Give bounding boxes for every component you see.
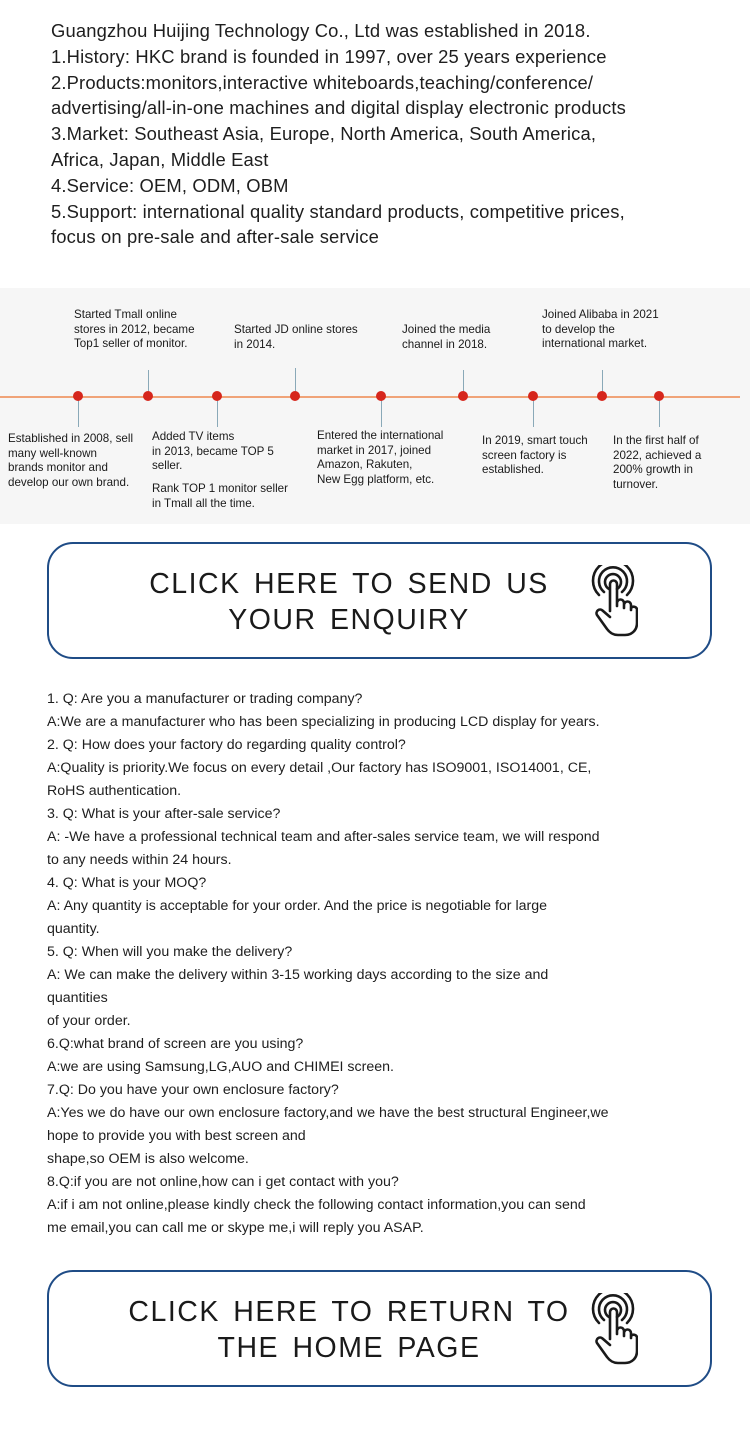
timeline-tick (659, 397, 660, 427)
return-home-button[interactable] (47, 1270, 712, 1387)
timeline-event-2008 (8, 432, 133, 491)
timeline-text-line: Amazon, Rakuten, (317, 458, 413, 472)
timeline-text-line: screen factory is (482, 448, 567, 462)
timeline-text-line: 200% growth in (613, 463, 693, 477)
timeline-tick (217, 397, 218, 427)
timeline-dot (458, 391, 468, 401)
faq-line: A:Quality is priority.We focus on every detail ,Our factory has ISO9001, ISO14001, CE, (47, 760, 592, 776)
faq-line: A:if i am not online,please kindly check the following contact information,you can send (47, 1197, 586, 1213)
timeline-text-line: seller. (152, 459, 183, 473)
timeline-tick (533, 397, 534, 427)
timeline-dot (654, 391, 664, 401)
intro-line: Guangzhou Huijing Technology Co., Ltd was established in 2018. (51, 20, 591, 41)
timeline-text-line: Established in 2008, sell (8, 432, 134, 445)
timeline-text-line: in 2013, became TOP 5 (152, 444, 274, 458)
timeline-event-tmall-rank (152, 482, 288, 511)
timeline-text-line: Joined the media (402, 323, 491, 336)
timeline-dot (376, 391, 386, 401)
timeline-text-line: channel in 2018. (402, 337, 488, 351)
tap-hand-icon (588, 565, 638, 637)
timeline-dot (597, 391, 607, 401)
timeline-event-2014 (234, 323, 358, 352)
faq-line: A:We are a manufacturer who has been specializing in producing LCD display for years. (47, 714, 600, 730)
timeline-text-line: market in 2017, joined (317, 443, 432, 457)
faq-line: shape,so OEM is also welcome. (47, 1151, 249, 1167)
faq-line: 1. Q: Are you a manufacturer or trading company? (47, 691, 363, 707)
timeline-event-2013 (152, 430, 274, 474)
tap-hand-icon (588, 1293, 638, 1365)
timeline-text-line: to develop the (542, 322, 615, 336)
faq-line: 2. Q: How does your factory do regarding quality control? (47, 737, 406, 753)
timeline-dot (528, 391, 538, 401)
timeline-text-line: Started Tmall online (74, 308, 177, 321)
timeline-event-2012 (74, 308, 195, 352)
intro-line: 5.Support: international quality standard products, competitive prices, (51, 200, 625, 222)
cta-line: YOUR ENQUIRY (228, 604, 470, 636)
timeline-text-line: stores in 2012, became (74, 322, 195, 336)
cta-line: THE HOME PAGE (217, 1332, 481, 1364)
timeline-axis (0, 396, 740, 398)
timeline-event-2017 (317, 429, 443, 488)
timeline-text-line: international market. (542, 337, 648, 351)
intro-line: 2.Products:monitors,interactive whiteboards,teaching/conference/ (51, 71, 594, 93)
cta-line: CLICK HERE TO SEND US (149, 568, 549, 600)
faq-line: to any needs within 24 hours. (47, 852, 232, 868)
intro-line: 1.History: HKC brand is founded in 1997, over 25 years experience (51, 45, 607, 67)
return-home-label (99, 1294, 599, 1366)
timeline-tick (381, 397, 382, 427)
timeline-dot (290, 391, 300, 401)
send-enquiry-label (111, 566, 587, 638)
timeline-event-2018 (402, 323, 490, 352)
timeline-event-2022 (613, 434, 701, 493)
cta-line: CLICK HERE TO RETURN TO (128, 1296, 570, 1328)
timeline-event-2019 (482, 434, 588, 478)
timeline-text-line: Top1 seller of monitor. (74, 337, 188, 351)
intro-line: Africa, Japan, Middle East (51, 148, 269, 170)
faq-line: 3. Q: What is your after-sale service? (47, 806, 281, 822)
faq-line: me email,you can call me or skype me,i will reply you ASAP. (47, 1220, 424, 1236)
faq-line: 4. Q: What is your MOQ? (47, 875, 207, 891)
timeline-text-line: Added TV items (152, 430, 235, 443)
timeline-text-line: New Egg platform, etc. (317, 473, 435, 487)
timeline-text-line: Entered the international (317, 429, 444, 442)
intro-line: 4.Service: OEM, ODM, OBM (51, 174, 289, 196)
faq-line: quantities (47, 990, 108, 1006)
timeline-text-line: turnover. (613, 478, 659, 492)
timeline-event-2021 (542, 308, 659, 352)
timeline-text-line: Rank TOP 1 monitor seller (152, 482, 288, 495)
intro-line: focus on pre-sale and after-sale service (51, 226, 379, 248)
timeline-text-line: in Tmall all the time. (152, 496, 255, 510)
timeline-text-line: Joined Alibaba in 2021 (542, 308, 659, 321)
faq-line: 8.Q:if you are not online,how can i get contact with you? (47, 1174, 399, 1190)
timeline-text-line: brands monitor and (8, 461, 108, 475)
timeline-dot (143, 391, 153, 401)
timeline-text-line: established. (482, 463, 544, 477)
timeline-text-line: 2022, achieved a (613, 448, 702, 462)
faq-line: 5. Q: When will you make the delivery? (47, 944, 293, 960)
timeline-tick (78, 397, 79, 427)
faq-line: A:Yes we do have our own enclosure factory,and we have the best structural Engineer,we (47, 1105, 609, 1121)
timeline-text-line: many well-known (8, 446, 97, 460)
timeline-text-line: Started JD online stores (234, 323, 358, 336)
faq-line: of your order. (47, 1013, 131, 1029)
faq-line: A: We can make the delivery within 3-15 working days according to the size and (47, 967, 549, 983)
intro-line: advertising/all-in-one machines and digital display electronic products (51, 97, 626, 119)
intro-line: 3.Market: Southeast Asia, Europe, North America, South America, (51, 123, 597, 145)
faq-line: A: Any quantity is acceptable for your order. And the price is negotiable for large (47, 898, 548, 914)
faq-line: 7.Q: Do you have your own enclosure factory? (47, 1082, 339, 1098)
company-intro (51, 18, 741, 250)
timeline-text-line: develop our own brand. (8, 476, 130, 490)
faq-line: A: -We have a professional technical team and after-sales service team, we will respond (47, 829, 600, 845)
faq-section (47, 688, 707, 1240)
faq-line: A:we are using Samsung,LG,AUO and CHIMEI screen. (47, 1059, 394, 1075)
send-enquiry-button[interactable] (47, 542, 712, 659)
faq-line: hope to provide you with best screen and (47, 1128, 306, 1144)
timeline-dot (73, 391, 83, 401)
faq-line: RoHS authentication. (47, 783, 182, 799)
timeline-text-line: In the first half of (613, 434, 699, 447)
timeline-dot (212, 391, 222, 401)
timeline-text-line: In 2019, smart touch (482, 434, 588, 447)
faq-line: quantity. (47, 921, 100, 937)
timeline-text-line: in 2014. (234, 337, 276, 351)
faq-line: 6.Q:what brand of screen are you using? (47, 1036, 304, 1052)
